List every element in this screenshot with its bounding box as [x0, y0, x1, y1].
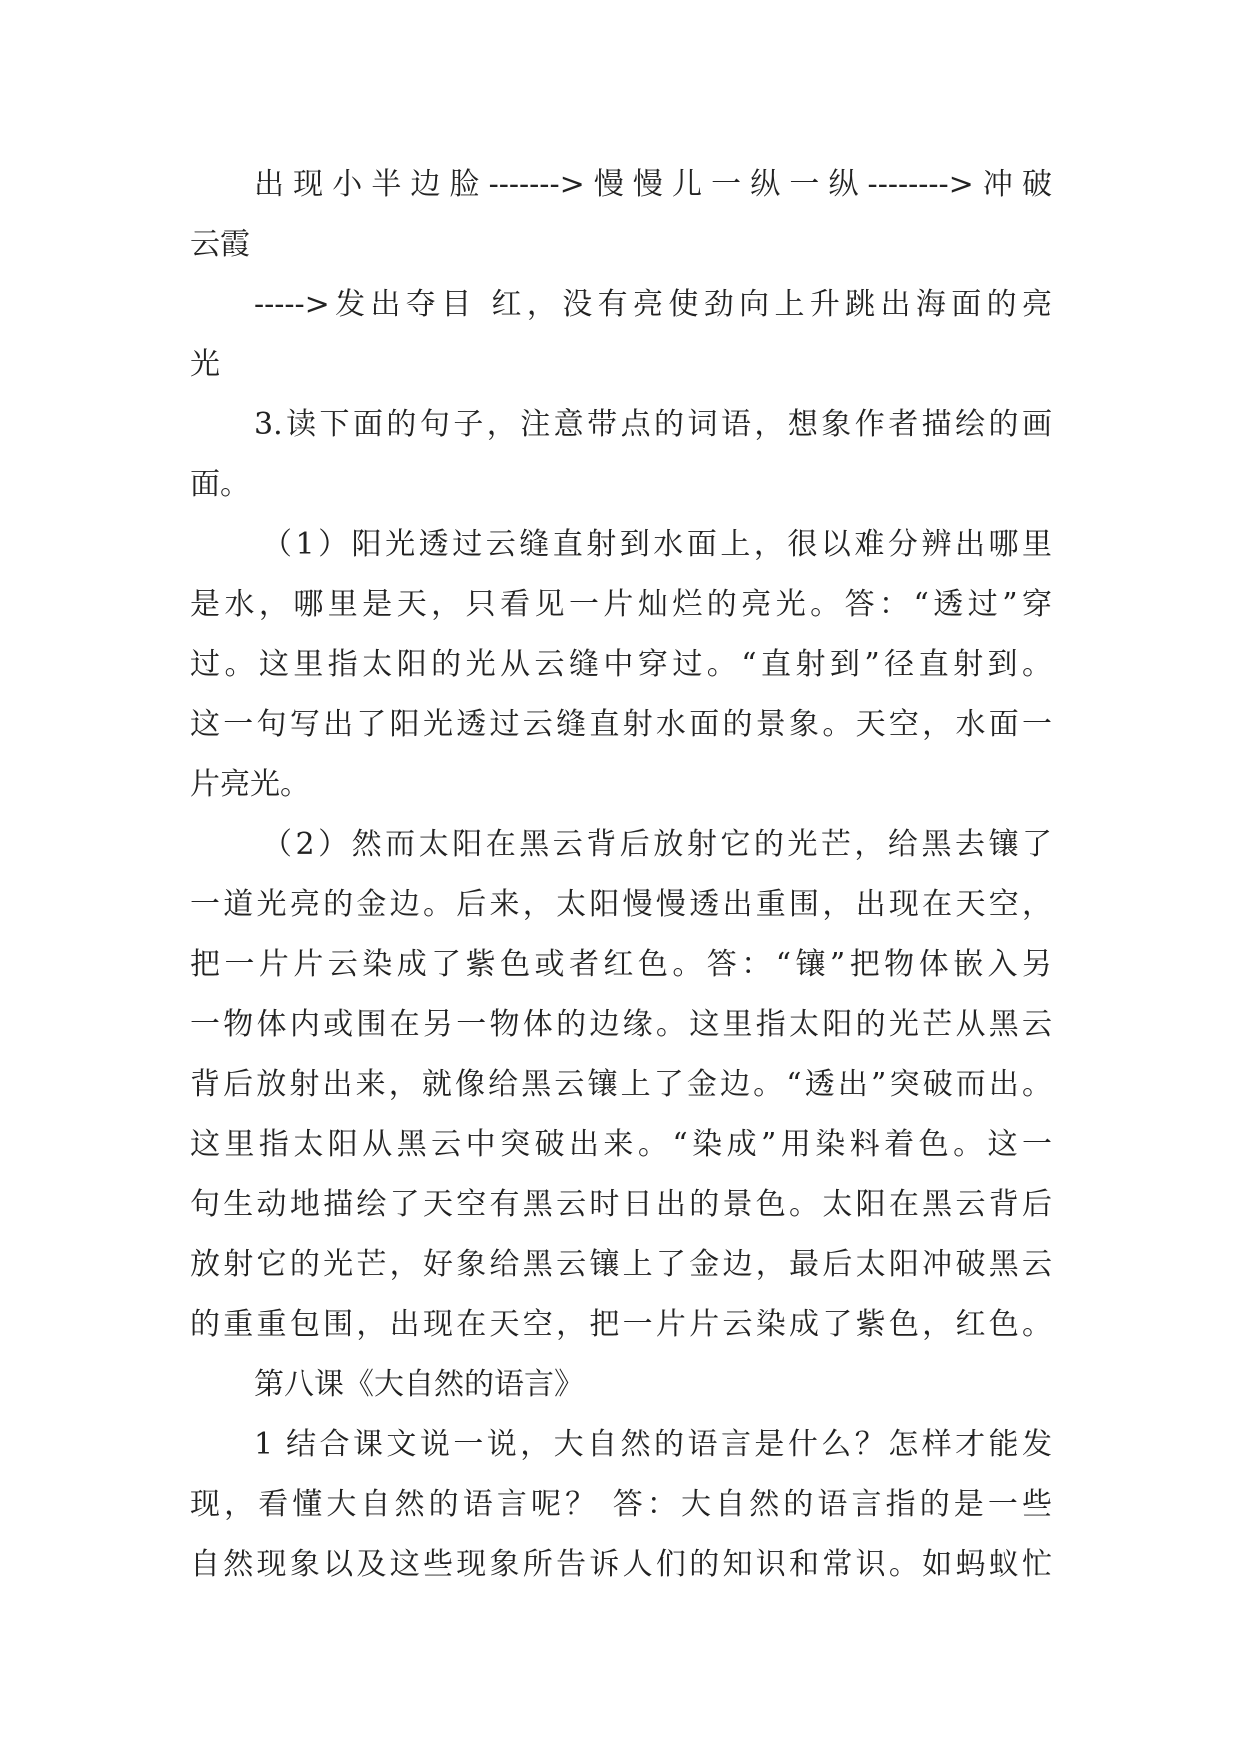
question-heading	[190, 395, 1052, 455]
text-line-content: 句生动地描绘了天空有黑云时日出的景色。太阳在黑云背后	[190, 1187, 1052, 1222]
text-line	[190, 1175, 1052, 1235]
text-line-content: ----->发出夺目 红，没有亮使劲向上升跳出海面的亮	[254, 287, 1052, 322]
text-line	[190, 875, 1052, 935]
text-line-content: 光	[190, 347, 220, 382]
text-line	[190, 995, 1052, 1055]
question-heading	[190, 1415, 1052, 1475]
text-line-content: 出现小半边脸------->慢慢儿一纵一纵-------->冲破	[254, 167, 1052, 202]
text-line-content: 这一句写出了阳光透过云缝直射水面的景象。天空，水面一	[190, 707, 1052, 742]
text-line-content: 一物体内或围在另一物体的边缘。这里指太阳的光芒从黑云	[190, 1007, 1052, 1042]
text-line-content: （2）然而太阳在黑云背后放射它的光芒，给黑去镶了	[262, 827, 1052, 862]
text-line	[190, 1535, 1052, 1595]
text-line-content: 第八课《大自然的语言》	[254, 1367, 584, 1402]
text-line-content: 是水，哪里是天，只看见一片灿烂的亮光。答：“透过”穿	[190, 587, 1052, 622]
text-line-content: 放射它的光芒，好象给黑云镶上了金边，最后太阳冲破黑云	[190, 1247, 1052, 1282]
text-line	[190, 455, 1052, 515]
text-line-content: 现，看懂大自然的语言呢？ 答：大自然的语言指的是一些	[190, 1487, 1052, 1522]
text-line	[190, 1295, 1052, 1355]
text-line-content: 云霞	[190, 227, 250, 262]
text-line	[190, 155, 1052, 215]
text-line	[190, 1115, 1052, 1175]
text-line-content: 的重重包围，出现在天空，把一片片云染成了紫色，红色。	[190, 1307, 1052, 1342]
text-line-content: 片亮光。	[190, 767, 310, 802]
text-line	[190, 935, 1052, 995]
text-line-content: 这里指太阳从黑云中突破出来。“染成”用染料着色。这一	[190, 1127, 1052, 1162]
text-line	[190, 515, 1052, 575]
text-line	[190, 1055, 1052, 1115]
text-line	[190, 755, 1052, 815]
text-line-content: 3.读下面的句子，注意带点的词语，想象作者描绘的画	[254, 407, 1052, 442]
text-line	[190, 1235, 1052, 1295]
text-line-content: 面。	[190, 467, 250, 502]
text-line-content: 背后放射出来，就像给黑云镶上了金边。“透出”突破而出。	[190, 1067, 1052, 1102]
text-line-content: 过。这里指太阳的光从云缝中穿过。“直射到”径直射到。	[190, 647, 1052, 682]
lesson-title	[190, 1355, 1052, 1415]
text-line	[190, 575, 1052, 635]
document-body	[190, 155, 1052, 1595]
text-line	[190, 275, 1052, 335]
text-line	[190, 1475, 1052, 1535]
text-line	[190, 335, 1052, 395]
text-line	[190, 215, 1052, 275]
text-line	[190, 635, 1052, 695]
text-line-content: 1 结合课文说一说，大自然的语言是什么？怎样才能发	[254, 1427, 1052, 1462]
text-line	[190, 815, 1052, 875]
text-line-content: 自然现象以及这些现象所告诉人们的知识和常识。如蚂蚁忙	[190, 1547, 1052, 1582]
text-line	[190, 695, 1052, 755]
text-line-content: 把一片片云染成了紫色或者红色。答：“镶”把物体嵌入另	[190, 947, 1052, 982]
text-line-content: 一道光亮的金边。后来，太阳慢慢透出重围，出现在天空，	[190, 887, 1052, 922]
text-line-content: （1）阳光透过云缝直射到水面上，很以难分辨出哪里	[262, 527, 1052, 562]
